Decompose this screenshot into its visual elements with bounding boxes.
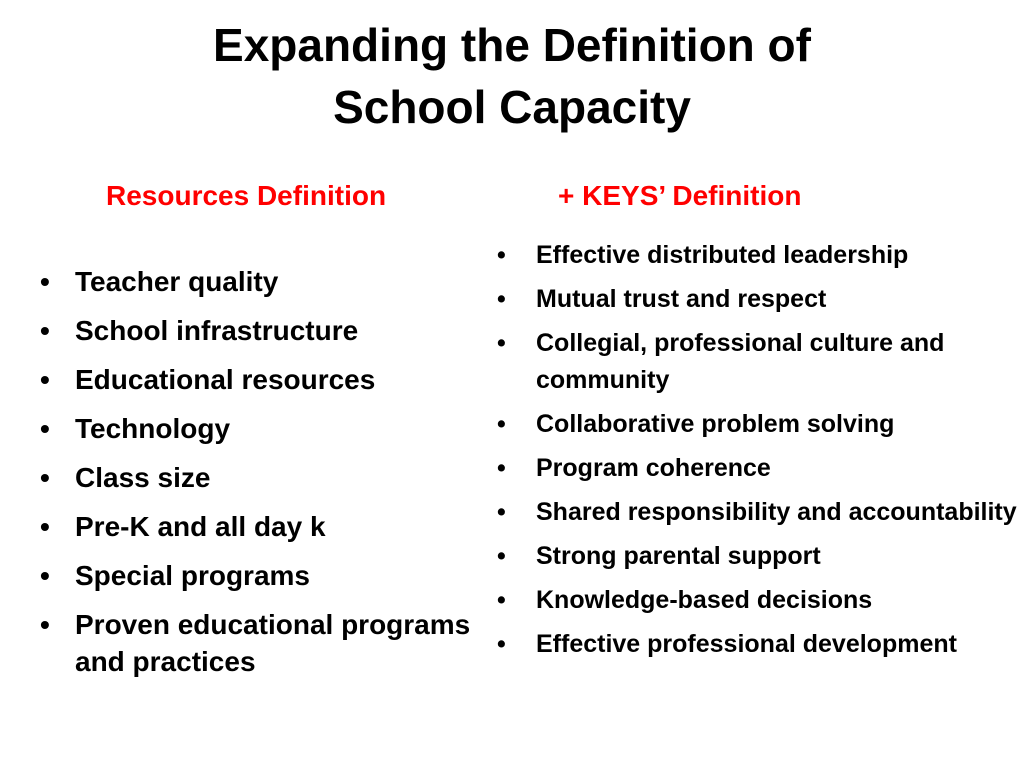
slide-title-line-2: School Capacity bbox=[333, 81, 691, 133]
list-item bbox=[40, 606, 480, 680]
list-item-text: Class size bbox=[75, 462, 211, 493]
list-item bbox=[497, 626, 1017, 663]
bullet-icon: • bbox=[497, 586, 506, 614]
list-item bbox=[40, 361, 480, 398]
bullet-icon: • bbox=[40, 315, 50, 346]
bullet-icon: • bbox=[40, 462, 50, 493]
resources-definition-heading: Resources Definition bbox=[106, 180, 387, 211]
bullet-icon: • bbox=[40, 364, 50, 395]
list-item-text: Shared responsibility and accountability bbox=[536, 498, 1017, 526]
list-item bbox=[497, 237, 1017, 274]
list-item bbox=[497, 325, 1017, 399]
bullet-icon: • bbox=[497, 285, 506, 313]
list-item bbox=[40, 410, 480, 447]
list-item-text: Effective distributed leadership bbox=[536, 241, 909, 269]
list-item-text: Effective professional development bbox=[536, 630, 957, 658]
list-item-text: Mutual trust and respect bbox=[536, 285, 827, 313]
list-item-text: Teacher quality bbox=[75, 266, 279, 297]
list-item-text: Pre-K and all day k bbox=[75, 511, 326, 542]
bullet-icon: • bbox=[40, 266, 50, 297]
slide-title bbox=[0, 14, 1024, 138]
list-item-text: Strong parental support bbox=[536, 542, 821, 570]
list-item bbox=[40, 312, 480, 349]
bullet-icon: • bbox=[497, 630, 506, 658]
bullet-icon: • bbox=[40, 560, 50, 591]
list-item bbox=[497, 281, 1017, 318]
list-item-text: Knowledge-based decisions bbox=[536, 586, 873, 614]
list-item-text: Collegial, professional culture and community bbox=[536, 329, 945, 394]
resources-definition-list bbox=[40, 263, 480, 692]
keys-definition-list bbox=[497, 237, 1017, 670]
list-item-text: Educational resources bbox=[75, 364, 376, 395]
list-item bbox=[497, 406, 1017, 443]
list-item bbox=[40, 459, 480, 496]
bullet-icon: • bbox=[497, 498, 506, 526]
list-item bbox=[40, 263, 480, 300]
bullet-icon: • bbox=[497, 241, 506, 269]
list-item-text: Special programs bbox=[75, 560, 310, 591]
list-item bbox=[497, 538, 1017, 575]
list-item-text: Technology bbox=[75, 413, 231, 444]
bullet-icon: • bbox=[40, 609, 50, 640]
bullet-icon: • bbox=[40, 413, 50, 444]
bullet-icon: • bbox=[497, 454, 506, 482]
list-item bbox=[40, 557, 480, 594]
list-item-text: Proven educational programs and practices bbox=[75, 609, 471, 677]
keys-definition-heading: + KEYS’ Definition bbox=[558, 180, 802, 211]
list-item-text: Program coherence bbox=[536, 454, 771, 482]
list-item bbox=[497, 450, 1017, 487]
bullet-icon: • bbox=[40, 511, 50, 542]
bullet-icon: • bbox=[497, 410, 506, 438]
list-item-text: School infrastructure bbox=[75, 315, 359, 346]
bullet-icon: • bbox=[497, 329, 506, 357]
bullet-icon: • bbox=[497, 542, 506, 570]
list-item bbox=[497, 582, 1017, 619]
list-item-text: Collaborative problem solving bbox=[536, 410, 895, 438]
slide-title-line-1: Expanding the Definition of bbox=[213, 19, 811, 71]
list-item bbox=[497, 494, 1017, 531]
list-item bbox=[40, 508, 480, 545]
